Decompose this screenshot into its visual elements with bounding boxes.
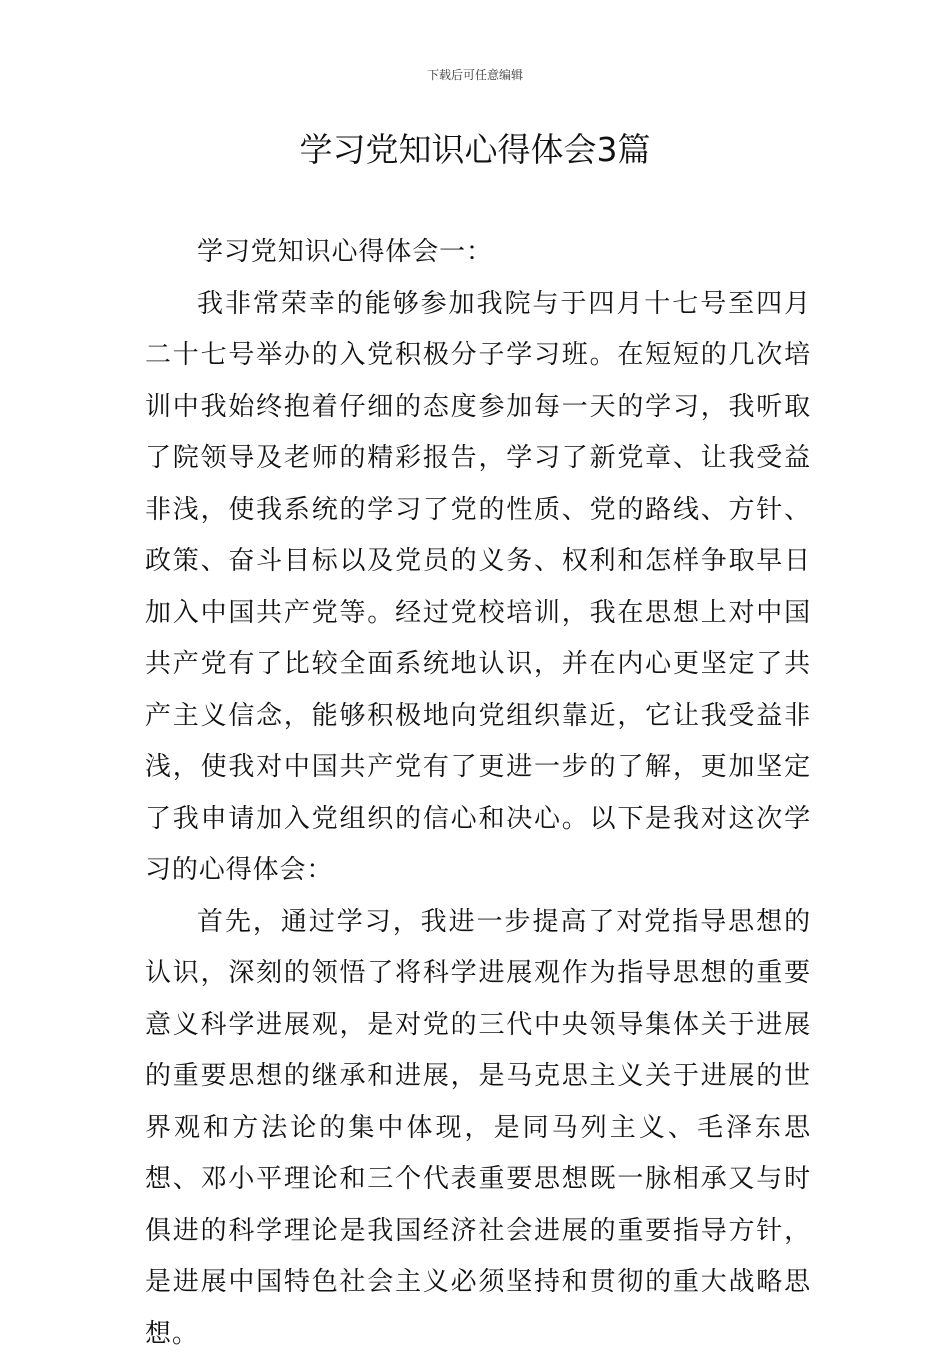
document-title: 学习党知识心得体会3篇 — [0, 126, 950, 174]
paragraph: 我非常荣幸的能够参加我院与于四月十七号至四月二十七号举办的入党积极分子学习班。在短短的几次培训中我始终抱着仔细的态度参加每一天的学习，我听取了院领导及老师的精彩报告，学习了新党章、让我受益非浅，使我系统的学习了党的性质、党的路线、方针、政策、奋斗目标以及党员的义务、权利和怎样争取早日加入中国共产党等。经过党校培训，我在思想上对中国共产党有了比较全面系统地认识，并在内心更坚定了共产主义信念，能够积极地向党组织靠近，它让我受益非浅，使我对中国共产党有了更进一步的了解，更加坚定了我申请加入党组织的信心和决心。以下是我对这次学习的心得体会： — [145, 279, 811, 897]
document-body — [145, 227, 811, 1360]
section-heading: 学习党知识心得体会一： — [145, 227, 811, 279]
paragraph: 首先，通过学习，我进一步提高了对党指导思想的认识，深刻的领悟了将科学进展观作为指导思想的重要意义科学进展观，是对党的三代中央领导集体关于进展的重要思想的继承和进展，是马克思主义关于进展的世界观和方法论的集中体现，是同马列主义、毛泽东思想、邓小平理论和三个代表重要思想既一脉相承又与时俱进的科学理论是我国经济社会进展的重要指导方针，是进展中国特色社会主义必须坚持和贯彻的重大战略思想。 — [145, 897, 811, 1360]
header-note: 下载后可任意编辑 — [0, 66, 950, 83]
